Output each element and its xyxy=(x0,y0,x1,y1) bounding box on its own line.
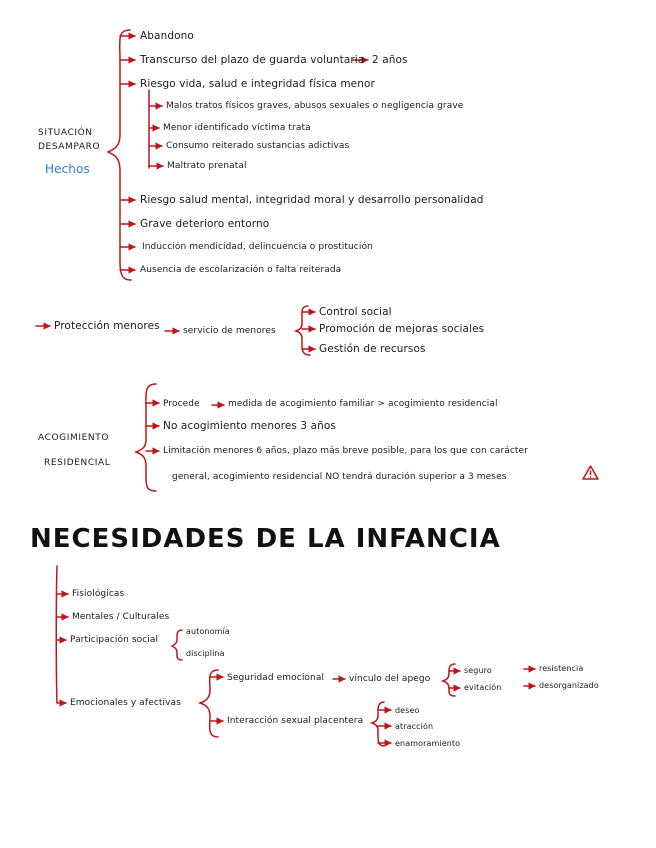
situacion-item-escolarizacion: Ausencia de escolarización o falta reiterada xyxy=(140,265,342,275)
riesgo-subitem: Consumo reiterado sustancias adictivas xyxy=(166,141,350,151)
necesidad-item: Mentales / Culturales xyxy=(72,612,170,622)
participacion-sub: autonomía xyxy=(186,627,230,636)
situacion-item-induccion: Inducción mendicidad, delincuencia o prostitución xyxy=(142,242,373,252)
hechos-label: Hechos xyxy=(45,162,90,176)
apego-tipo: desorganizado xyxy=(539,681,599,690)
apego-tipo: seguro xyxy=(464,666,492,675)
apego-tipo: evitación xyxy=(464,683,502,692)
emocionales-brace xyxy=(200,670,218,737)
emocional-sub: Interacción sexual placentera xyxy=(227,716,364,726)
situacion-item-plazo: Transcurso del plazo de guarda voluntaria xyxy=(140,54,365,66)
situacion-item-riesgo-vida: Riesgo vida, salud e integridad física menor xyxy=(140,78,375,90)
necesidad-item: Fisiológicas xyxy=(72,589,125,599)
situacion-label-1: SITUACIÓN xyxy=(38,128,93,138)
riesgo-subitem: Maltrato prenatal xyxy=(167,161,247,171)
participacion-sub: disciplina xyxy=(186,649,225,658)
interaccion-sub: atracción xyxy=(395,722,434,731)
apego-tipo: resistencia xyxy=(539,664,584,673)
riesgo-subitem: Menor identificado víctima trata xyxy=(163,123,311,133)
procede-text: medida de acogimiento familiar > acogimiento residencial xyxy=(228,399,498,409)
plazo-value: 2 años xyxy=(372,54,408,66)
situacion-brace xyxy=(108,30,131,280)
acogimiento-item-3-line1: Limitación menores 6 años, plazo más breve posible, para los que con carácter xyxy=(163,446,528,456)
interaccion-sub: deseo xyxy=(395,706,420,715)
necesidad-item: Emocionales y afectivas xyxy=(70,698,181,708)
proteccion-item: Promoción de mejoras sociales xyxy=(319,323,485,335)
emocional-sub: Seguridad emocional xyxy=(227,673,325,683)
acogimiento-item-2: No acogimiento menores 3 años xyxy=(163,420,336,432)
situacion-item-riesgo-mental: Riesgo salud mental, integridad moral y desarrollo personalidad xyxy=(140,194,484,206)
acogimiento-brace xyxy=(136,384,156,491)
proteccion-item: Control social xyxy=(319,306,392,318)
page-title: NECESIDADES DE LA INFANCIA xyxy=(30,524,501,554)
acogimiento-item-3-line2: general, acogimiento residencial NO tendrá duración superior a 3 meses xyxy=(172,472,507,482)
acogimiento-label-1: ACOGIMIENTO xyxy=(38,433,110,443)
situacion-label-2: DESAMPARO xyxy=(38,142,101,152)
necesidad-item: Participación social xyxy=(70,635,159,645)
acogimiento-label-2: RESIDENCIAL xyxy=(44,458,111,468)
interaccion-sub: enamoramiento xyxy=(395,739,461,748)
proteccion-brace xyxy=(296,306,310,355)
servicio-menores: servicio de menores xyxy=(183,326,276,336)
warning-icon xyxy=(582,465,599,480)
situacion-item-abandono: Abandono xyxy=(140,30,194,42)
procede-label: Procede xyxy=(163,399,200,409)
vinculo-apego: vínculo del apego xyxy=(349,674,431,684)
proteccion-item: Gestión de recursos xyxy=(319,343,426,355)
proteccion-label: Protección menores xyxy=(54,320,160,332)
situacion-item-deterioro: Grave deterioro entorno xyxy=(140,218,270,230)
riesgo-subitem: Malos tratos físicos graves, abusos sexuales o negligencia grave xyxy=(166,101,464,111)
